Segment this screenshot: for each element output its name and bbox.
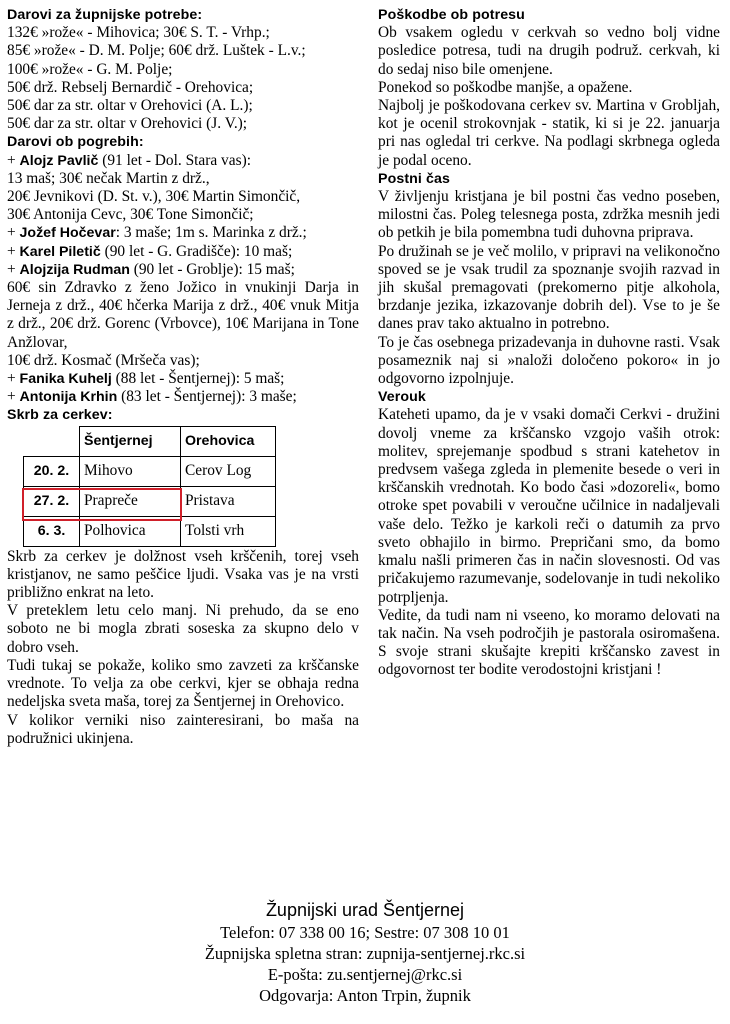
footer-responsible: Odgovarja: Anton Trpin, župnik [259, 986, 471, 1005]
table-row [24, 486, 276, 516]
footer-email[interactable]: E-pošta: zu.sentjernej@rkc.si [267, 965, 463, 984]
row-orehovica-village: Pristava [181, 486, 276, 516]
donation-text: 13 maš; 30€ nečak Martin z drž., [7, 169, 210, 187]
funeral-donation-paragraph: 60€ sin Zdravko z ženo Jožico in vnukinji Darja in Jerneja z drž., 40€ hčerka Marija z drž., 40€ vnuk Mitja z drž., 20€ drž. Gorenc (Vrbovce), 10€ Marijana in Tone Anžlovar, [7, 279, 359, 351]
donation-line [7, 206, 359, 224]
donation-line: 85€ »rože« - D. M. Polje; 60€ drž. Luštek - L.v.; [7, 42, 306, 60]
row-date: 6. 3. [24, 516, 80, 546]
footer-phone: Telefon: 07 338 00 16; Sestre: 07 308 10 01 [220, 923, 510, 942]
table-header-blank [24, 426, 80, 456]
heading-lent: Postni čas [378, 170, 450, 187]
donation-line: 100€ »rože« - G. M. Polje; [7, 60, 173, 78]
damage-paragraph: Najbolj je poškodovana cerkev sv. Martina v Grobljah, kot je ocenil strokovnjak - statik, ki si je 22. januarja pri nas ogledal tri cerkve. Na podlagi skrbnega ogleda je podal oceno. [378, 97, 720, 169]
heading-earthquake-damage: Poškodbe ob potresu [378, 7, 525, 23]
donation-text: (91 let - Dol. Stara vas): [98, 151, 251, 169]
deceased-name: Alojz Pavlič [19, 152, 99, 169]
deceased-name: Jožef Hočevar [19, 225, 116, 242]
row-date: 27. 2. [24, 486, 80, 516]
donation-text: + [7, 260, 20, 278]
row-orehovica-village: Cerov Log [181, 456, 276, 486]
parish-donation-lines [7, 24, 359, 133]
deceased-name: Alojzija Rudman [19, 261, 130, 278]
donation-line: 50€ dar za str. oltar v Orehovici (A. L.); [7, 97, 253, 115]
donation-text: (83 let - Šentjernej): 3 maše; [117, 388, 297, 406]
damage-paragraph: Ponekod so poškodbe manjše, a opažene. [378, 78, 633, 96]
funeral-donation-lines-2 [7, 352, 359, 407]
donation-line [7, 370, 359, 388]
donation-text: + [7, 224, 20, 242]
donation-line [7, 152, 359, 170]
care-paragraph: Tudi tukaj se pokaže, koliko smo zavzeti za krščanske vrednote. To velja za obe cerkvi, kjer se obhaja redna nedeljska sveta maša, torej za Šentjernej in Orehovico. [7, 656, 359, 711]
care-paragraph: Skrb za cerkev je dolžnost vseh krščenih, torej vseh kristjanov, ne samo peščice ljudi. Vsaka vas je na vrsti približno enkrat na leto. [7, 547, 359, 602]
row-sentjernej-village: Prapreče [80, 486, 181, 516]
row-date: 20. 2. [24, 456, 80, 486]
row-orehovica-village: Tolsti vrh [181, 516, 276, 546]
row-sentjernej-village: Polhovica [80, 516, 181, 546]
donation-text: + [7, 151, 20, 169]
donation-text: 30€ Antonija Cevc, 30€ Tone Simončič; [7, 206, 254, 224]
care-paragraph: V preteklem letu celo manj. Ni prehudo, da se eno soboto ne bi mogla zbrati soseska za skupno delo v dobro vseh. [7, 602, 359, 656]
parish-office-title: Župnijski urad Šentjernej [265, 900, 465, 920]
donation-line: 50€ dar za str. oltar v Orehovici (J. V.); [7, 115, 248, 133]
donation-text: (90 let - G. Gradišče): 10 maš; [100, 242, 293, 260]
donation-line [7, 261, 359, 279]
left-column [7, 6, 359, 748]
heading-parish-donations: Darovi za župnijske potrebe: [7, 7, 203, 23]
table-header-row [24, 426, 276, 456]
heading-church-care: Skrb za cerkev: [7, 407, 113, 424]
right-column [378, 6, 720, 680]
donation-text: 20€ Jevnikovi (D. St. v.), 30€ Martin Simončič, [7, 188, 301, 206]
donation-line [7, 170, 359, 188]
deceased-name: Fanika Kuhelj [19, 371, 112, 388]
lent-paragraph: Po družinah se je več molilo, v pripravi na velikonočno spoved se je vsak trudil za spoznanje svojih razvad in jih skušal premagovati (prekomerno pitje alkohola, brzdanje jezika, izkazovanje dobrih del). Vse to je še danes prav tako aktualno in potrebno. [378, 242, 720, 333]
donation-line [7, 224, 359, 242]
donation-line [7, 352, 359, 370]
footer [0, 898, 730, 1006]
care-schedule-table [23, 426, 276, 547]
donation-text: 10€ drž. Kosmač (Mršeča vas); [7, 351, 200, 369]
donation-text: (88 let - Šentjernej): 5 maš; [111, 370, 285, 388]
footer-website[interactable]: Župnijska spletna stran: zupnija-sentjernej.rkc.si [204, 944, 526, 963]
lent-paragraph: V življenju kristjana je bil postni čas vedno poseben, milostni čas. Poleg telesnega posta, zdržka mesnih jedi ob petkih je bila pomembna tudi duhovna priprava. [378, 188, 720, 242]
table-row [24, 456, 276, 486]
donation-text: (90 let - Groblje): 15 maš; [129, 260, 295, 278]
donation-line: 132€ »rože« - Mihovica; 30€ S. T. - Vrhp.; [7, 24, 270, 42]
row-sentjernej-village: Mihovo [80, 456, 181, 486]
table-row [24, 516, 276, 546]
donation-line [7, 243, 359, 261]
funeral-donation-lines [7, 152, 359, 279]
deceased-name: Karel Piletič [19, 243, 101, 260]
deceased-name: Antonija Krhin [19, 389, 118, 406]
donation-text: + [7, 370, 20, 388]
donation-text: + [7, 242, 20, 260]
care-table-wrap [7, 426, 359, 547]
catechism-paragraph: Kateheti upamo, da je v vsaki domači Cerkvi - družini dovolj vneme za krščansko vzgojo vaših otrok: molitev, sprejemanje spodbud s strani katehetov in predvsem vašega zgleda in plemenite besede o veri in krščanskih vrednotah. Ko bodo časi »dozoreli«, bomo otroke spet povabili v veroučne učilnice in nadaljevali vaše delo. Težko je karkoli reči o datumih za prvo sveto obhajilo in birmo. Prepričani smo, da bomo kmalu našli primeren čas in način slovesnosti. Od vas pričakujemo razumevanje, sodelovanje in tudi nekoliko potrpljenja. [378, 406, 720, 606]
table-header-orehovica: Orehovica [181, 426, 276, 456]
donation-line: 50€ drž. Rebselj Bernardič - Orehovica; [7, 78, 254, 96]
lent-paragraph: To je čas osebnega prizadevanja in duhovne rasti. Vsak posameznik naj si »naloži določeno pokoro« in jo odgovorno izpolnjuje. [378, 333, 720, 388]
donation-text: : 3 maše; 1m s. Marinka z drž.; [115, 224, 307, 242]
donation-line [7, 188, 359, 206]
catechism-paragraph: Vedite, da tudi nam ni vseeno, ko moramo delovati na tak način. Na vseh področjih je pastorala osiromašena. S svoje strani skušajte krepiti krščansko zavest in odgovornost ter bodite verodostojni kristjani ! [378, 606, 720, 679]
damage-paragraph: Ob vsakem ogledu v cerkvah so vedno bolj vidne posledice potresa, tudi na drugih podruž. cerkvah, ki do sedaj niso bile omenjene. [378, 24, 720, 78]
heading-funeral-donations: Darovi ob pogrebih: [7, 134, 144, 151]
donation-text: + [7, 388, 20, 406]
heading-catechism: Verouk [378, 389, 426, 406]
table-header-sentjernej: Šentjernej [80, 426, 181, 456]
donation-line [7, 388, 359, 406]
care-paragraph: V kolikor verniki niso zainteresirani, bo maša na podružnici ukinjena. [7, 711, 359, 747]
